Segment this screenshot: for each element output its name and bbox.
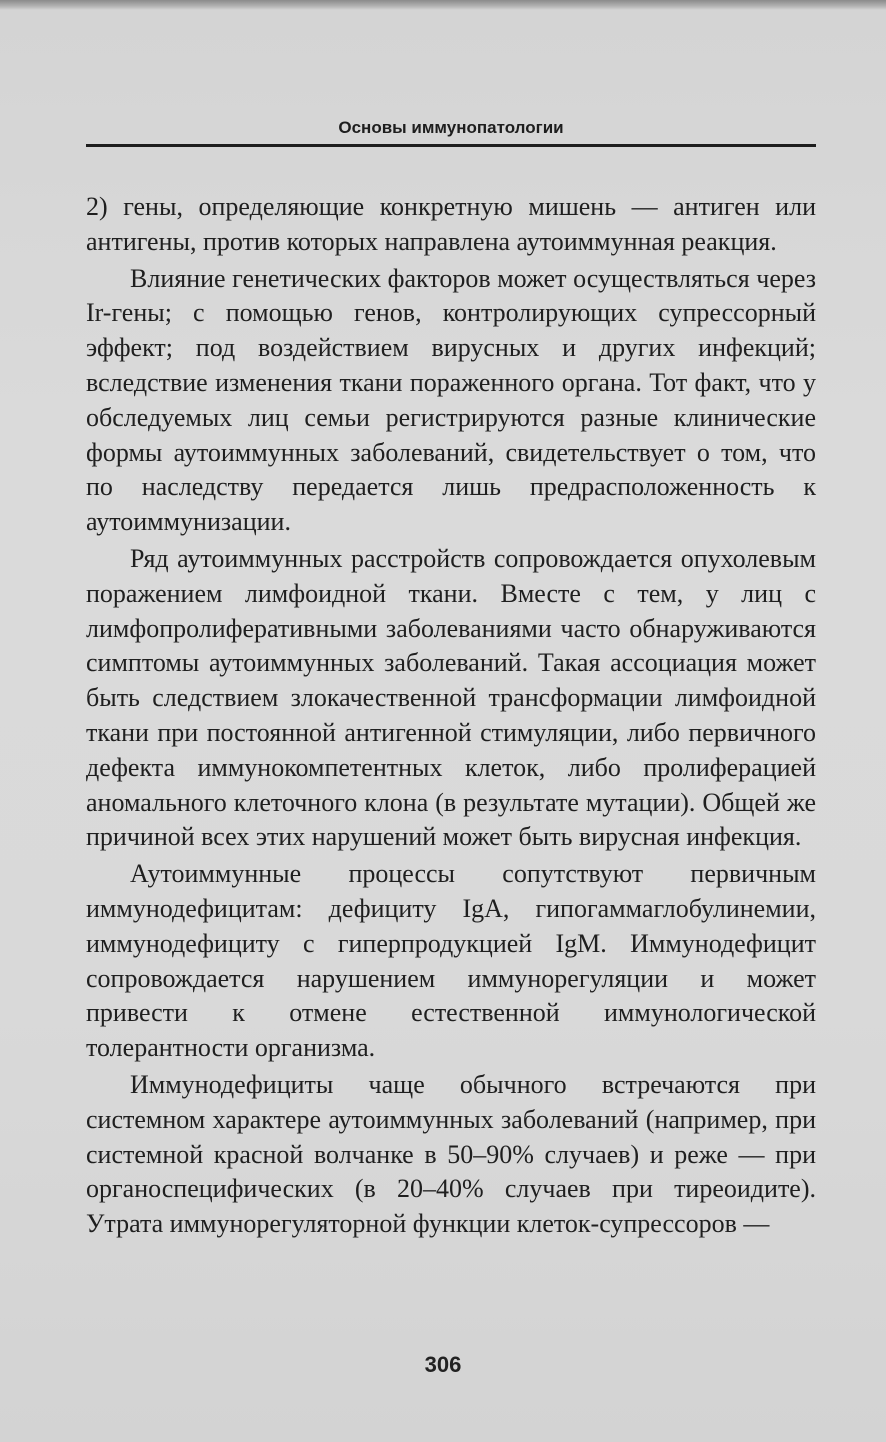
paragraph: Иммунодефициты чаще обычного встречаются при системном характере аутоиммунных заболеваний (например, при системной красной волчанке в 50–90% случаев) и реже — при органоспецифических (в 20–40% случаев при тиреоидите). Утрата иммунорегуляторной функции клеток-супрессоров — bbox=[86, 1069, 816, 1239]
paragraph: 2) гены, определяющие конкретную мишень — антиген или антигены, против которых направлена аутоиммунная реакция. bbox=[86, 192, 816, 256]
body-text bbox=[86, 190, 816, 1242]
page-number: 306 bbox=[424, 1352, 462, 1377]
header-rule bbox=[86, 144, 816, 147]
paragraph: Ряд аутоиммунных расстройств сопровождается опухолевым поражением лимфоидной ткани. Вместе с тем, у лиц с лимфопролиферативными заболеваниями часто обнаруживаются симптомы аутоиммунных заболеваний. Такая ассоциация может быть следствием злокачественной трансформации лимфоидной ткани при постоянной антигенной стимуляции, либо первичного дефекта иммунокомпетентных клеток, либо пролиферацией аномального клеточного клона (в результате мутации). Общей же причиной всех этих нарушений может быть вирусная инфекция. bbox=[86, 543, 816, 852]
paragraph: Аутоиммунные процессы сопутствуют первичным иммунодефицитам: дефициту IgA, гипогаммаглобулинемии, иммунодефициту с гиперпродукцией IgM. Иммунодефицит сопровождается нарушением иммунорегуляции и может привести к отмене естественной иммунологической толерантности организма. bbox=[86, 859, 816, 1063]
page-top-edge bbox=[0, 0, 886, 10]
paragraph: Влияние генетических факторов может осуществляться через Ir-гены; с помощью генов, контролирующих супрессорный эффект; под воздействием вирусных и других инфекций; вследствие изменения ткани пораженного органа. Тот факт, что у обследуемых лиц семьи регистрируются разные клинические формы аутоиммунных заболеваний, свидетельствует о том, что по наследству передается лишь предрасположенность к аутоиммунизации. bbox=[86, 263, 816, 537]
running-head: Основы иммунопатологии bbox=[338, 118, 564, 137]
